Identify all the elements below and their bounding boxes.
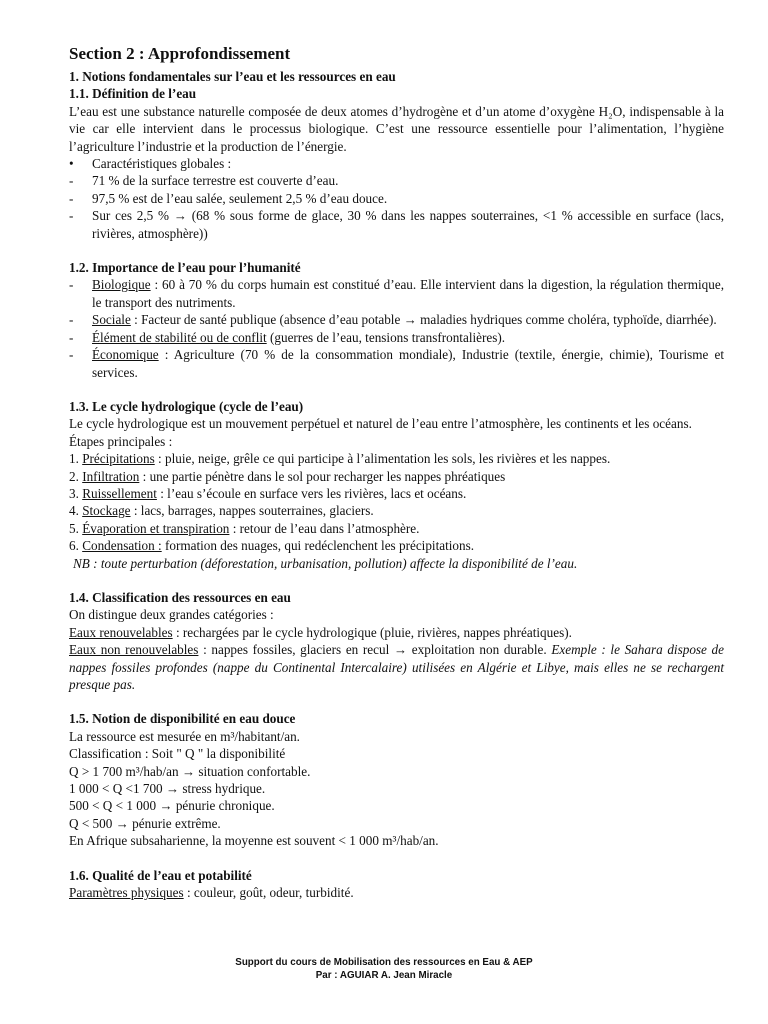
step-number: 1. — [69, 451, 83, 467]
section-title: Section 2 : Approfondissement — [69, 44, 291, 63]
nonrenewable-text: : nappes fossiles, glaciers en recul → exploitation non durable. — [198, 642, 552, 658]
list-text: : Agriculture (70 % de la consommation mondiale), Industrie (textile, énergie, chimie), Tourisme et services. — [92, 347, 724, 380]
step-term: Ruissellement — [82, 485, 157, 501]
dash-mark: - — [69, 208, 74, 224]
nb-note: NB : toute perturbation (déforestation, urbanisation, pollution) affecte la disponibilité de l’eau. — [73, 555, 578, 571]
list-item — [69, 485, 724, 502]
availability-line: Q > 1 700 m³/hab/an → situation confortable. — [69, 763, 311, 779]
list-text: Caractéristiques globales : — [92, 156, 232, 172]
availability-line: 500 < Q < 1 000 → pénurie chronique. — [69, 798, 275, 814]
list-text: : 60 à 70 % du corps humain est constitué d’eau. Elle intervient dans la digestion, la régulation thermique, le transport des nutriments. — [92, 277, 724, 310]
step-number: 2. — [69, 468, 83, 484]
renewable-line — [69, 624, 724, 641]
list-item — [69, 155, 724, 172]
dash-mark: - — [69, 190, 74, 206]
step-number: 4. — [69, 503, 83, 519]
term-biologique: Biologique — [92, 277, 151, 293]
step-text: : lacs, barrages, nappes souterraines, glaciers. — [130, 503, 374, 519]
example-text: Exemple : le Sahara dispose de nappes fossiles profondes (nappe du Continental Intercalaire) utilisées en Algérie et Libye, mais elles ne se rechargent presque pas. — [69, 642, 724, 692]
list-text: 97,5 % est de l’eau salée, seulement 2,5 % d’eau douce. — [92, 190, 388, 206]
step-text: : l’eau s’écoule en surface vers les rivières, lacs et océans. — [156, 485, 467, 501]
heading-1: 1. Notions fondamentales sur l’eau et les ressources en eau — [69, 69, 396, 84]
list-text: Sur ces 2,5 % → (68 % sous forme de glace, 30 % dans les nappes souterraines, <1 % accessible en surface (lacs, rivières, atmosphère)) — [92, 208, 724, 241]
list-item — [69, 207, 724, 242]
heading-1-4: 1.4. Classification des ressources en eau — [69, 589, 291, 605]
dash-mark: - — [69, 329, 74, 345]
availability-line: 1 000 < Q <1 700 → stress hydrique. — [69, 781, 266, 797]
list-item — [69, 537, 724, 554]
availability-line: En Afrique subsaharienne, la moyenne est souvent < 1 000 m³/hab/an. — [69, 833, 439, 849]
dash-mark: - — [69, 312, 74, 328]
step-number: 6. — [69, 538, 83, 554]
quality-text: : couleur, goût, odeur, turbidité. — [183, 885, 354, 901]
step-text: : retour de l’eau dans l’atmosphère. — [229, 520, 420, 536]
definition-paragraph: L’eau est une substance naturelle composée de deux atomes d’hydrogène et d’un atome d’oxygène H₂O, indispensable à la vie car elle intervient dans le processus biologique. C’est une ressource essentielle pour l’alimentation, l’hygiène l’agriculture l’industrie et la production de l’énergie. — [69, 103, 724, 154]
list-item — [69, 190, 724, 207]
list-text: : Facteur de santé publique (absence d’eau potable → maladies hydriques comme choléra, typhoïde, diarrhée). — [130, 312, 717, 328]
step-term: Évaporation et transpiration — [82, 520, 230, 536]
term-parametres-physiques: Paramètres physiques — [69, 885, 184, 901]
steps-list — [69, 450, 724, 554]
list-item — [69, 329, 724, 346]
step-term: Stockage — [82, 503, 131, 519]
list-item — [69, 346, 724, 381]
heading-1-5: 1.5. Notion de disponibilité en eau douce — [69, 711, 296, 727]
cycle-paragraph: Le cycle hydrologique est un mouvement perpétuel et naturel de l’eau entre l’atmosphère, les continents et les océans. — [69, 416, 692, 432]
footer-author: Par : AGUIAR A. Jean Miracle — [315, 970, 453, 981]
footer-course-title: Support du cours de Mobilisation des ressources en Eau & AEP — [235, 957, 533, 968]
availability-line: Classification : Soit " Q " la disponibilité — [69, 746, 286, 762]
list-text: (guerres de l’eau, tensions transfrontalières). — [266, 329, 506, 345]
list-item — [69, 450, 724, 467]
characteristics-list — [69, 155, 724, 242]
importance-list — [69, 276, 724, 380]
classification-intro: On distingue deux grandes catégories : — [69, 607, 274, 623]
nonrenewable-paragraph — [69, 641, 724, 693]
availability-line: Q < 500 → pénurie extrême. — [69, 815, 221, 831]
list-item — [69, 276, 724, 311]
step-text: formation des nuages, qui redéclenchent les précipitations. — [161, 538, 475, 554]
term-stabilite: Élément de stabilité ou de conflit — [92, 329, 267, 345]
dash-mark: - — [69, 277, 74, 293]
page-footer — [0, 956, 768, 982]
term-renouvelables: Eaux renouvelables — [69, 624, 173, 640]
term-economique: Économique — [92, 347, 159, 363]
step-term: Précipitations — [82, 451, 155, 467]
list-item — [69, 311, 724, 328]
steps-title: Étapes principales : — [69, 433, 173, 449]
quality-line — [69, 884, 724, 901]
step-text: : pluie, neige, grêle ce qui participe à l’alimentation les sols, les rivières et les nappes. — [154, 451, 611, 467]
step-text: : une partie pénètre dans le sol pour recharger les nappes phréatiques — [139, 468, 506, 484]
list-item — [69, 502, 724, 519]
step-term: Infiltration — [82, 468, 140, 484]
availability-line: La ressource est mesurée en m³/habitant/an. — [69, 728, 300, 744]
list-item — [69, 172, 724, 189]
step-term: Condensation : — [82, 538, 162, 554]
heading-1-2: 1.2. Importance de l’eau pour l’humanité — [69, 260, 301, 276]
heading-1-6: 1.6. Qualité de l’eau et potabilité — [69, 867, 252, 883]
bullet-mark: • — [69, 156, 74, 172]
step-number: 3. — [69, 485, 83, 501]
dash-mark: - — [69, 173, 74, 189]
list-item — [69, 520, 724, 537]
list-item — [69, 468, 724, 485]
list-text: 71 % de la surface terrestre est couverte d’eau. — [92, 173, 339, 189]
heading-1-3: 1.3. Le cycle hydrologique (cycle de l’eau) — [69, 398, 304, 414]
term-non-renouvelables: Eaux non renouvelables — [69, 642, 199, 658]
renewable-text: : rechargées par le cycle hydrologique (pluie, rivières, nappes phréatiques). — [172, 624, 572, 640]
step-number: 5. — [69, 520, 83, 536]
term-sociale: Sociale — [92, 312, 131, 328]
heading-1-1: 1.1. Définition de l’eau — [69, 86, 197, 102]
dash-mark: - — [69, 347, 74, 363]
